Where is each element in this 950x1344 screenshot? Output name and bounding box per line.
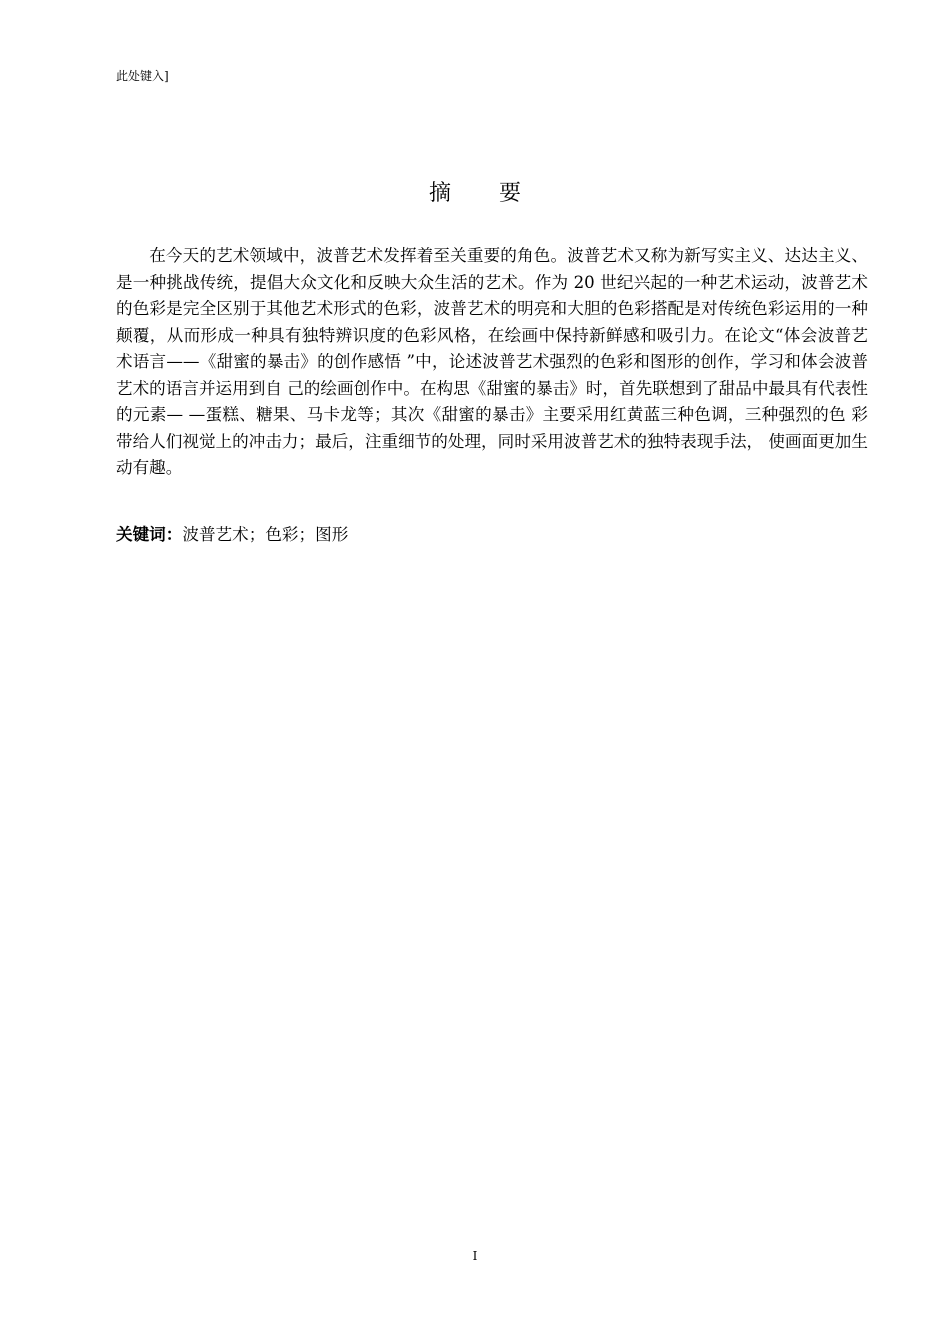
abstract-title-char-2: 要 xyxy=(499,181,522,206)
abstract-title-char-1: 摘 xyxy=(428,181,451,206)
page-number: I xyxy=(472,1249,478,1263)
keywords-label: 关键词： xyxy=(116,525,183,544)
page-header-text: 此处键入] xyxy=(116,69,169,83)
abstract-title xyxy=(0,178,950,210)
abstract-body: 在今天的艺术领域中，波普艺术发挥着至关重要的角色。波普艺术又称为新写实主义、达达主义、是一种挑战传统，提倡大众文化和反映大众生活的艺术。作为 20 世纪兴起的一种艺术运动，波普艺术的色彩是完全区别于其他艺术形式的色彩，波普艺术的明亮和大胆的色彩搭配是对传统色彩运用的一种颠覆，从而形成一种具有独特辨识度的色彩风格，在绘画中保持新鲜感和吸引力。在论文“体会波普艺术语言——《甜蜜的暴击》的创作感悟 ”中，论述波普艺术强烈的色彩和图形的创作，学习和体会波普艺术的语言并运用到自 己的绘画创作中。在构思《甜蜜的暴击》时，首先联想到了甜品中最具有代表性的元素— —蛋糕、糖果、马卡龙等；其次《甜蜜的暴击》主要采用红黄蓝三种色调，三种强烈的色 彩带给人们视觉上的冲击力；最后，注重细节的处理，同时采用波普艺术的独特表现手法， 使画面更加生动有趣。 xyxy=(116,246,868,477)
keywords-value: 波普艺术；色彩；图形 xyxy=(182,525,349,544)
keywords-line xyxy=(116,522,348,549)
